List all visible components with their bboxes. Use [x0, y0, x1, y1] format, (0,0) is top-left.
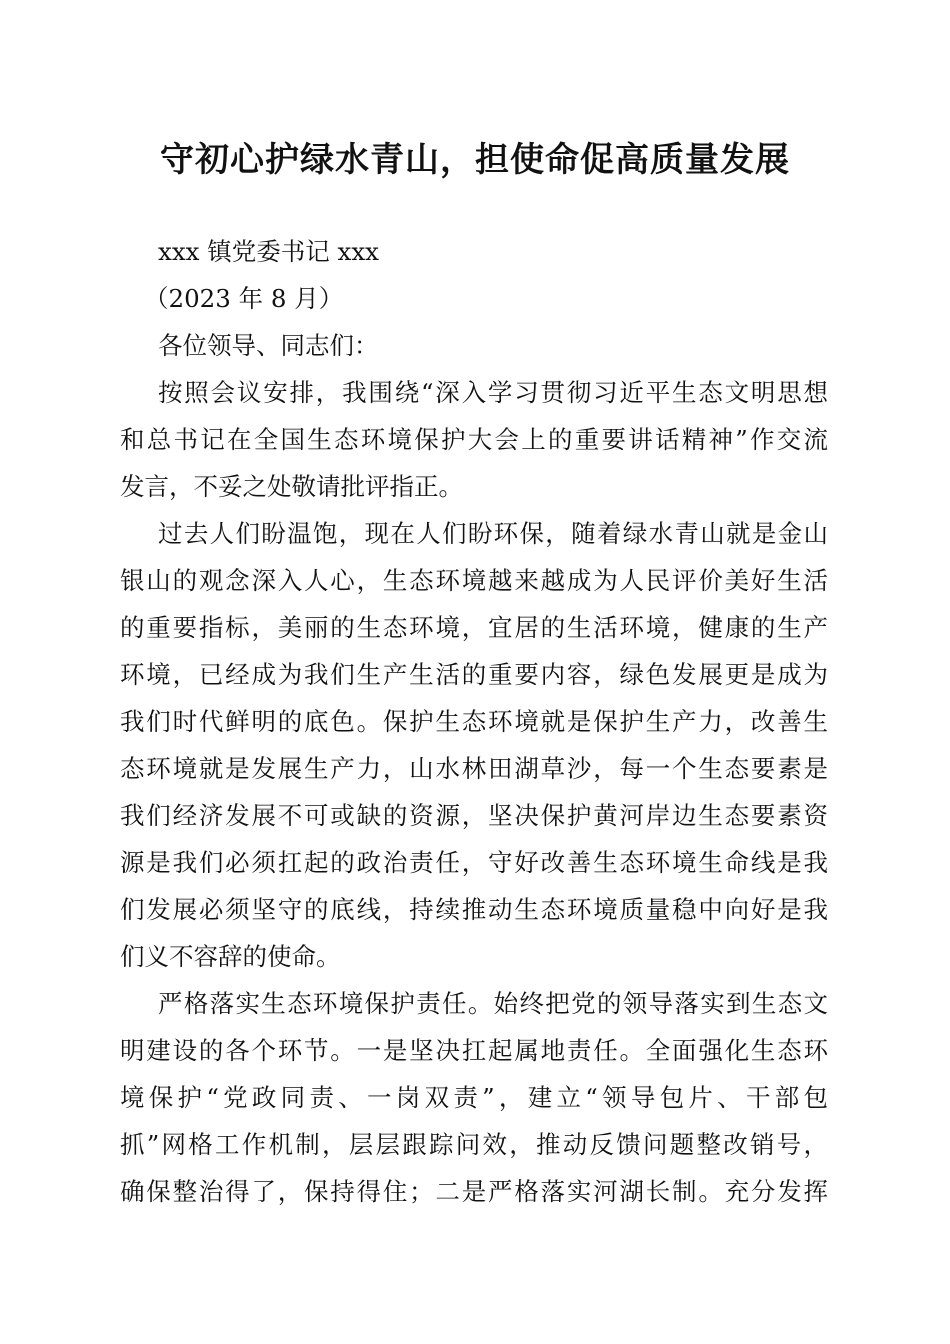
- date-line: （2023 年 8 月）: [144, 284, 344, 313]
- paragraph-line: 明建设的各个环节。一是坚决扛起属地责任。全面强化生态环: [120, 1036, 828, 1065]
- paragraph-2: [120, 510, 828, 980]
- author-line: xxx 镇党委书记 xxx: [158, 237, 379, 266]
- document-body: [120, 228, 828, 1215]
- paragraph-line: 确保整治得了，保持得住；二是严格落实河湖长制。充分发挥: [120, 1177, 828, 1206]
- paragraph-line: 环境，已经成为我们生产生活的重要内容，绿色发展更是成为: [120, 660, 828, 689]
- paragraph-line: 们义不容辞的使命。: [120, 942, 341, 971]
- paragraph-line: 境保护“党政同责、一岗双责”，建立“领导包片、干部包: [120, 1083, 828, 1112]
- paragraph-line: 我们时代鲜明的底色。保护生态环境就是保护生产力，改善生: [120, 707, 828, 736]
- document-title: 守初心护绿水青山，担使命促高质量发展: [160, 140, 790, 180]
- paragraph-1: [120, 369, 828, 510]
- paragraph-line: 银山的观念深入人心，生态环境越来越成为人民评价美好生活: [120, 566, 828, 595]
- paragraph-line: 抓”网格工作机制，层层跟踪问效，推动反馈问题整改销号，: [120, 1130, 828, 1159]
- paragraph-line: 的重要指标，美丽的生态环境，宜居的生活环境，健康的生产: [120, 613, 828, 642]
- paragraph-line: 和总书记在全国生态环境保护大会上的重要讲话精神”作交流: [120, 425, 828, 454]
- paragraph-3: [120, 980, 828, 1215]
- paragraph-line: 态环境就是发展生产力，山水林田湖草沙，每一个生态要素是: [120, 754, 828, 783]
- paragraph-line: 源是我们必须扛起的政治责任，守好改善生态环境生命线是我: [120, 848, 828, 877]
- paragraph-line: 我们经济发展不可或缺的资源，坚决保护黄河岸边生态要素资: [120, 801, 828, 830]
- paragraph-line: 严格落实生态环境保护责任。始终把党的领导落实到生态文: [158, 989, 828, 1018]
- paragraph-line: 发言，不妥之处敬请批评指正。: [120, 472, 463, 501]
- paragraph-line: 们发展必须坚守的底线，持续推动生态环境质量稳中向好是我: [120, 895, 828, 924]
- paragraph-line: 过去人们盼温饱，现在人们盼环保，随着绿水青山就是金山: [158, 519, 828, 548]
- salutation: 各位领导、同志们：: [158, 331, 379, 360]
- paragraph-line: 按照会议安排，我围绕“深入学习贯彻习近平生态文明思想: [158, 378, 828, 407]
